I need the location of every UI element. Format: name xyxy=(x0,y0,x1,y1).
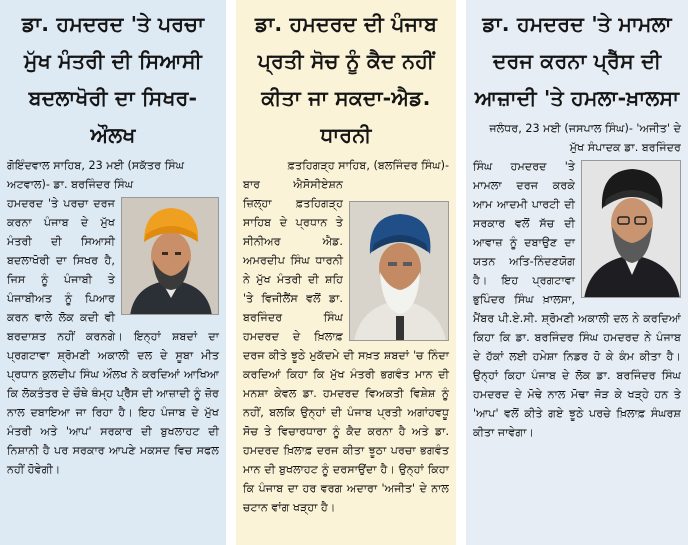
article-dharni xyxy=(236,0,456,545)
dateline: ਫ਼ਤਹਿਗੜ੍ਹ ਸਾਹਿਬ, (ਬਲਜਿੰਦਰ ਸਿੰਘ)- xyxy=(287,159,449,172)
headline: ਡਾ. ਹਮਦਰਦ 'ਤੇ ਮਾਮਲਾ ਦਰਜ ਕਰਨਾ ਪ੍ਰੈੱਸ ਦੀ ਆਜ਼ਾਦੀ 'ਤੇ ਹਮਲਾ-ਖ਼ਾਲਸਾ xyxy=(474,12,680,110)
article-body: ਹਮਦਰਦ 'ਤੇ ਪਰਚਾ ਦਰਜ ਕਰਨਾ ਪੰਜਾਬ ਦੇ ਮੁੱਖ ਮੰਤਰੀ ਦੀ ਸਿਆਸੀ ਬਦਲਾਖੋਰੀ ਦਾ ਸਿਖਰ ਹੈ, ਜਿਸ ਨੂੰ ਪੰਜਾਬੀ ਤੇ ਪੰਜਾਬੀਅਤ ਨੂੰ ਪਿਆਰ ਕਰਨ ਵਾਲੇ ਲੋਕ ਕਦੀ ਵੀ ਬਰਦਾਸ਼ਤ ਨਹੀਂ ਕਰਨਗੇ। ਇਨ੍ਹਾਂ ਸ਼ਬਦਾਂ ਦਾ ਪ੍ਰਗਟਾਵਾ ਸ਼੍ਰੋਮਣੀ ਅਕਾਲੀ ਦਲ ਦੇ ਸੂਬਾ ਮੀਤ ਪ੍ਰਧਾਨ ਕੁਲਦੀਪ ਸਿੰਘ ਔਲਖ ਨੇ ਕਰਦਿਆਂ ਆਖਿਆ ਕਿ ਲੋਕਤੰਤਰ ਦੇ ਚੌਥੇ ਥੰਮ੍ਹ ਪ੍ਰੈੱਸ ਦੀ ਆਜ਼ਾਦੀ ਨੂੰ ਜ਼ੋਰ ਨਾਲ ਦਬਾਇਆ ਜਾ ਰਿਹਾ ਹੈ। ਇਹ ਪੰਜਾਬ ਦੇ ਮੁੱਖ ਮੰਤਰੀ ਅਤੇ 'ਆਪ' ਸਰਕਾਰ ਦੀ ਬੁਖਲਾਹਟ ਦੀ ਨਿਸ਼ਾਨੀ ਹੈ ਪਰ ਸਰਕਾਰ ਆਪਣੇ ਮਕਸਦ ਵਿਚ ਸਫਲ ਨਹੀਂ ਹੋਵੇਗੀ। xyxy=(7,197,219,476)
portrait-photo-khalsa xyxy=(581,160,681,298)
dateline: ਗੋਇੰਦਵਾਲ ਸਾਹਿਬ, 23 ਮਈ (ਸਕੱਤਰ ਸਿੰਘ ਅਟਵਾਲ)- ਡਾ. ਬਰਜਿੰਦਰ ਸਿੰਘ xyxy=(7,159,185,191)
portrait-photo-aulakh xyxy=(121,197,219,315)
article-aulakh xyxy=(0,0,226,545)
portrait-photo-dharni xyxy=(349,201,449,341)
headline: ਡਾ. ਹਮਦਰਦ 'ਤੇ ਪਰਚਾ ਮੁੱਖ ਮੰਤਰੀ ਦੀ ਸਿਆਸੀ ਬਦਲਾਖੋਰੀ ਦਾ ਸਿਖਰ-ਔਲਖ xyxy=(21,12,205,147)
article-body: ਬਾਰ ਐਸੋਸੀਏਸ਼ਨ ਜ਼ਿਲ੍ਹਾ ਫ਼ਤਹਿਗੜ੍ਹ ਸਾਹਿਬ ਦੇ ਪ੍ਰਧਾਨ ਤੇ ਸੀਨੀਅਰ ਐਡ. ਅਮਰਦੀਪ ਸਿੰਘ ਧਾਰਨੀ ਨੇ ਮੁੱਖ ਮੰਤਰੀ ਦੀ ਸ਼ਹਿ 'ਤੇ ਵਿਜੀਲੈਂਸ ਵਲੋਂ ਡਾ. ਬਰਜਿੰਦਰ ਸਿੰਘ ਹਮਦਰਦ ਦੇ ਖ਼ਿਲਾਫ਼ ਦਰਜ ਕੀਤੇ ਝੂਠੇ ਮੁਕੱਦਮੇ ਦੀ ਸਖ਼ਤ ਸ਼ਬਦਾਂ 'ਚ ਨਿੰਦਾ ਕਰਦਿਆਂ ਕਿਹਾ ਕਿ ਮੁੱਖ ਮੰਤਰੀ ਭਗਵੰਤ ਮਾਨ ਦੀ ਮਨਸ਼ਾ ਕੇਵਲ ਡਾ. ਹਮਦਰਦ ਵਿਅਕਤੀ ਵਿਸ਼ੇਸ਼ ਨੂੰ ਨਹੀਂ, ਬਲਕਿ ਉਨ੍ਹਾਂ ਦੀ ਪੰਜਾਬ ਪ੍ਰਤੀ ਅਗਾਂਹਵਧੂ ਸੋਚ ਤੇ ਵਿਚਾਰਧਾਰਾ ਨੂੰ ਕੈਦ ਕਰਨਾ ਹੈ ਅਤੇ ਡਾ. ਹਮਦਰਦ ਖ਼ਿਲਾਫ਼ ਦਰਜ ਕੀਤਾ ਝੂਠਾ ਪਰਚਾ ਭਗਵੰਤ ਮਾਨ ਦੀ ਬੁਖਲਾਹਟ ਨੂੰ ਦਰਸਾਉਂਦਾ ਹੈ। ਉਨ੍ਹਾਂ ਕਿਹਾ ਕਿ ਪੰਜਾਬ ਦਾ ਹਰ ਵਰਗ ਅਦਾਰਾ 'ਅਜੀਤ' ਦੇ ਨਾਲ ਚਟਾਨ ਵਾਂਗ ਖੜ੍ਹਾ ਹੈ। xyxy=(243,178,449,514)
article-body: ਸਿੰਘ ਹਮਦਰਦ 'ਤੇ ਮਾਮਲਾ ਦਰਜ ਕਰਕੇ ਆਮ ਆਦਮੀ ਪਾਰਟੀ ਦੀ ਸਰਕਾਰ ਵਲੋਂ ਸੱਚ ਦੀ ਆਵਾਜ਼ ਨੂੰ ਦਬਾਉਣ ਦਾ ਯਤਨ ਅਤਿ-ਨਿੰਦਣਯੋਗ ਹੈ। ਇਹ ਪ੍ਰਗਟਾਵਾ ਭੁਪਿੰਦਰ ਸਿੰਘ ਖ਼ਾਲਸਾ, ਮੈਂਬਰ ਪੀ.ਏ.ਸੀ. ਸ਼੍ਰੋਮਣੀ ਅਕਾਲੀ ਦਲ ਨੇ ਕਰਦਿਆਂ ਕਿਹਾ ਕਿ ਡਾ. ਬਰਜਿੰਦਰ ਸਿੰਘ ਹਮਦਰਦ ਨੇ ਪੰਜਾਬ ਦੇ ਹੱਕਾਂ ਲਈ ਹਮੇਸ਼ਾ ਨਿਡਰ ਹੋ ਕੇ ਕੰਮ ਕੀਤਾ ਹੈ। ਉਨ੍ਹਾਂ ਕਿਹਾ ਪੰਜਾਬ ਦੇ ਲੋਕ ਡਾ. ਬਰਜਿੰਦਰ ਸਿੰਘ ਹਮਦਰਦ ਦੇ ਮੋਢੇ ਨਾਲ ਮੋਢਾ ਜੋੜ ਕੇ ਖੜ੍ਹੇ ਹਨ ਤੇ 'ਆਪ' ਵਲੋਂ ਕੀਤੇ ਗਏ ਝੂਠੇ ਪਰਚੇ ਖ਼ਿਲਾਫ਼ ਸੰਘਰਸ਼ ਕੀਤਾ ਜਾਵੇਗਾ। xyxy=(473,160,681,439)
headline: ਡਾ. ਹਮਦਰਦ ਦੀ ਪੰਜਾਬ ਪ੍ਰਤੀ ਸੋਚ ਨੂੰ ਕੈਦ ਨਹੀਂ ਕੀਤਾ ਜਾ ਸਕਦਾ-ਐਡ. ਧਾਰਨੀ xyxy=(254,12,438,147)
article-khalsa xyxy=(466,0,688,545)
dateline: ਜਲੰਧਰ, 23 ਮਈ (ਜਸਪਾਲ ਸਿੰਘ)- 'ਅਜੀਤ' ਦੇ ਮੁੱਖ ਸੰਪਾਦਕ ਡਾ. ਬਰਜਿੰਦਰ xyxy=(489,122,681,154)
